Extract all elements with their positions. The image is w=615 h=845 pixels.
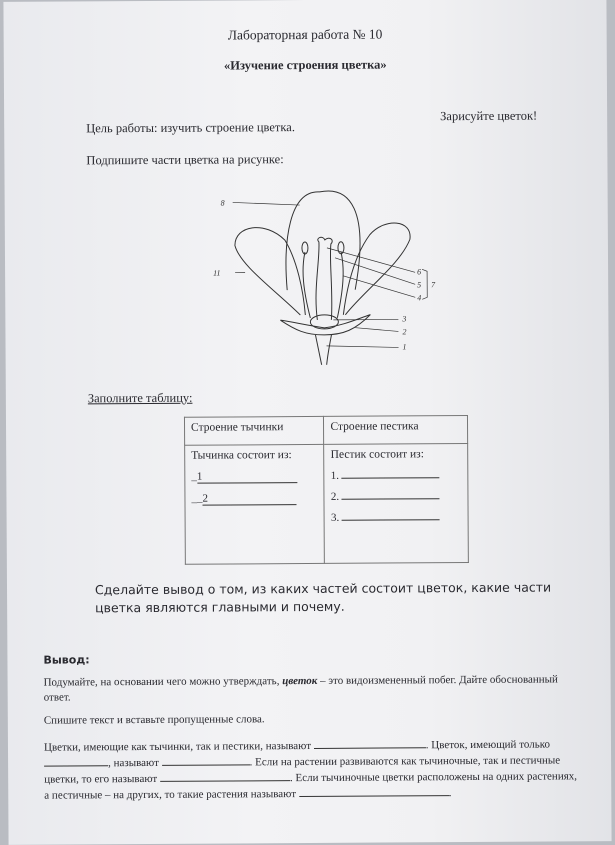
gap-text: Цветки, имеющие как тычинки, так и пестики, называют . Цветок, имеющий только , называют . Если на растении развиваются как тычиночные, так и пестичные цветки, то его называют . Если тычиночные цветки расположены на одних растениях, а пестичные – на других, то такие растения называют .	[44, 736, 584, 803]
label-7: 7	[431, 280, 436, 289]
conclusion-task: Сделайте вывод о том, из каких частей состоит цветок, какие части цветка являются главными и почему.	[95, 578, 575, 617]
stamen-right	[337, 252, 343, 318]
page-title: Лабораторная работа № 10	[4, 25, 607, 45]
blank-3[interactable]	[162, 754, 250, 766]
pistil-item-3[interactable]: 3.	[331, 511, 462, 524]
flower-diagram	[205, 179, 446, 365]
table-header-pistil: Строение пестика	[324, 416, 468, 445]
question-text: Подумайте, на основании чего можно утверждать, цветок – это видоизмененный побег. Дайте обоснованный ответ.	[44, 672, 584, 705]
petal-back	[286, 191, 361, 290]
label-8: 8	[221, 199, 225, 208]
stamen-cell	[185, 444, 325, 564]
vyvod-label: Вывод:	[43, 653, 89, 666]
structure-table	[184, 415, 469, 565]
petal-right	[343, 223, 411, 315]
draw-instruction: Зарисуйте цветок!	[440, 109, 537, 125]
label-5: 5	[417, 280, 421, 289]
sign-instruction: Подпишите части цветка на рисунке:	[86, 152, 283, 168]
stamen-left	[303, 252, 310, 318]
stamen-item-2[interactable]: __2	[191, 492, 318, 506]
pistil-intro: Пестик состоит из:	[331, 448, 462, 461]
stamen-intro: Тычинка состоит из:	[191, 449, 318, 462]
pistil	[316, 237, 333, 320]
worksheet-page	[3, 0, 611, 845]
stamen-item-1[interactable]: _1	[191, 470, 318, 484]
sepals	[280, 315, 370, 336]
label-3: 3	[401, 314, 406, 323]
blank-5[interactable]	[299, 785, 449, 797]
pistil-item-2[interactable]: 2.	[331, 490, 462, 503]
label-6: 6	[417, 267, 421, 276]
label-1: 1	[403, 342, 407, 351]
blank-2[interactable]	[44, 755, 108, 766]
fill-instruction: Заполните таблицу:	[88, 391, 193, 407]
blank-4[interactable]	[160, 770, 290, 782]
label-2: 2	[402, 327, 406, 336]
pistil-item-1[interactable]: 1.	[331, 469, 462, 482]
pistil-cell	[324, 444, 468, 564]
copy-task: Спишите текст и вставьте пропущенные слова.	[44, 710, 584, 728]
goal-text: Цель работы: изучить строение цветка.	[86, 120, 295, 136]
label-11: 11	[213, 269, 220, 278]
table-header-stamen: Строение тычинки	[184, 416, 324, 445]
page-subtitle: «Изучение строения цветка»	[4, 56, 607, 75]
petal-left	[235, 227, 306, 315]
label-4: 4	[417, 293, 421, 302]
blank-1[interactable]	[314, 737, 426, 749]
